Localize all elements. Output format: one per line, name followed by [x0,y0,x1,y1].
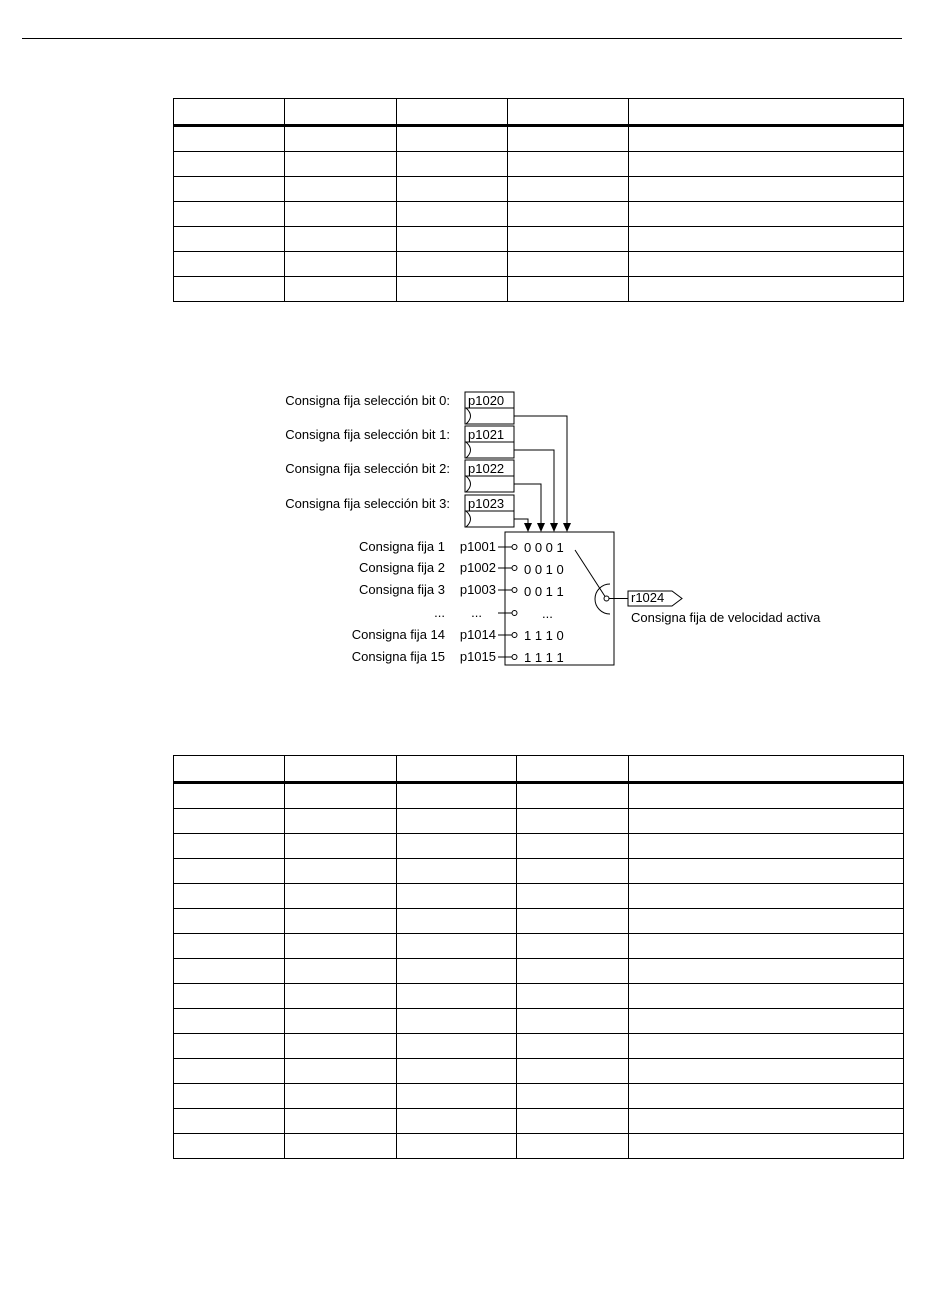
input-label-14: Consigna fija 14 [351,627,445,642]
table-row [174,1109,904,1134]
input-param-14: p1014 [459,627,496,642]
input-label-ellipsis: ... [434,605,445,620]
input-code-15: 1 1 1 1 [524,650,564,665]
table-row [174,909,904,934]
bit-label-2: Consigna fija selección bit 2: [285,461,450,476]
bit-param-2: p1022 [468,461,505,476]
bit-label-0: Consigna fija selección bit 0: [285,393,450,408]
input-param-1: p1001 [459,539,496,554]
table-row [174,783,904,809]
bit-param-3: p1023 [468,496,505,511]
table-row [174,1034,904,1059]
input-param-ellipsis: ... [471,605,482,620]
bit-param-0: p1020 [468,393,505,408]
table-row [174,152,904,177]
table-row [174,177,904,202]
input-param-15: p1015 [459,649,496,664]
bit-param-1: p1021 [468,427,505,442]
input-code-2: 0 0 1 0 [524,562,564,577]
table-row [174,984,904,1009]
bit-connection-lines [514,416,567,523]
input-code-ellipsis: ... [542,606,553,621]
table-row [174,809,904,834]
table-row [174,859,904,884]
table-row [174,277,904,302]
table-row [174,1009,904,1034]
input-label-15: Consigna fija 15 [351,649,445,664]
table-row [174,126,904,152]
table-row [174,202,904,227]
table-row [174,959,904,984]
input-code-3: 0 0 1 1 [524,584,564,599]
table-row [174,252,904,277]
fixed-setpoint-diagram [0,380,950,680]
header-rule [22,38,902,39]
table-header-row [174,756,904,783]
table-row [174,1134,904,1159]
table-bottom [173,755,904,1159]
input-label-1: Consigna fija 1 [359,539,445,554]
bit-label-3: Consigna fija selección bit 3: [285,496,450,511]
input-terminals [498,545,517,660]
bit-label-1: Consigna fija selección bit 1: [285,427,450,442]
table-row [174,1059,904,1084]
table-header-row [174,99,904,126]
table-row [174,934,904,959]
input-code-14: 1 1 1 0 [524,628,564,643]
table-row [174,834,904,859]
table-row [174,1084,904,1109]
output-param: r1024 [631,590,665,605]
table-row [174,227,904,252]
table-row [174,884,904,909]
output-label: Consigna fija de velocidad activa [631,610,821,625]
selector-switch [575,550,628,614]
arrowheads [524,523,571,532]
input-param-3: p1003 [459,582,496,597]
input-label-2: Consigna fija 2 [359,560,445,575]
input-code-1: 0 0 0 1 [524,540,564,555]
table-top [173,98,904,302]
input-label-3: Consigna fija 3 [359,582,445,597]
input-param-2: p1002 [459,560,496,575]
